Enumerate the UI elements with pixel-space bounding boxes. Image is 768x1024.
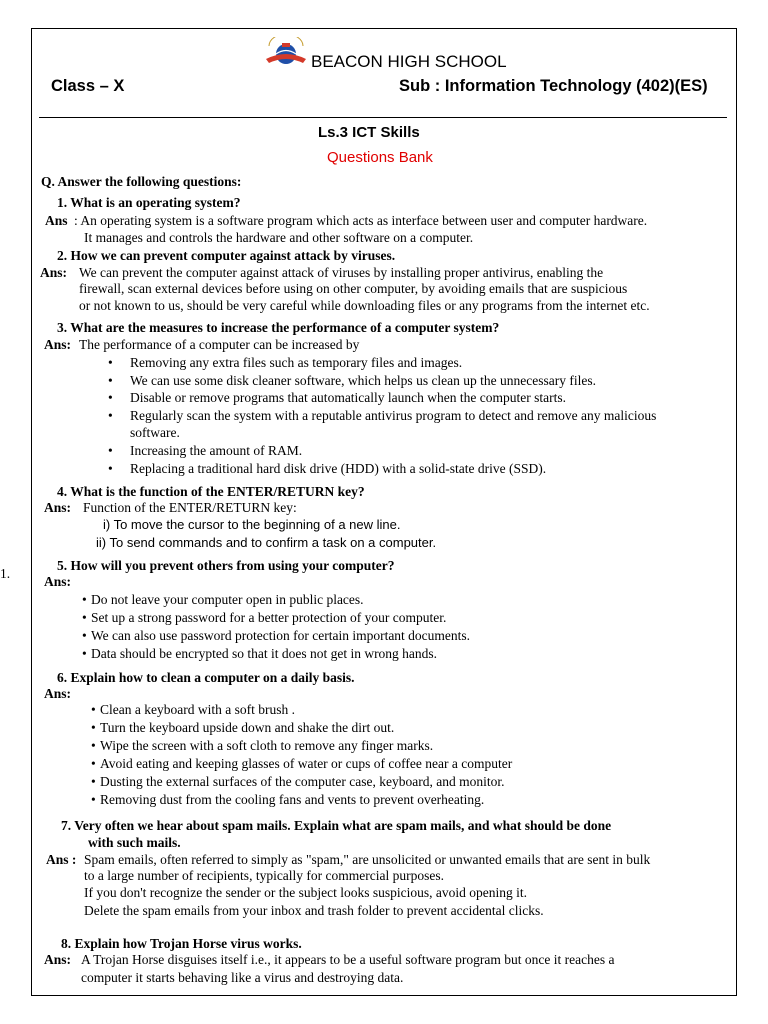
answer-7-line-1: Spam emails, often referred to simply as "spam," are unsolicited or unwanted emails that are sent in bulk <box>84 852 651 867</box>
bullet-icon: • <box>108 390 113 405</box>
bullet-icon: • <box>91 738 96 753</box>
q6-bullet-4: Avoid eating and keeping glasses of water or cups of coffee near a computer <box>100 756 513 771</box>
q5-bullet-2: Set up a strong password for a better protection of your computer. <box>91 610 447 625</box>
bullet-icon: • <box>108 408 113 423</box>
answer-1-line-2: It manages and controls the hardware and other software on a computer. <box>84 230 474 245</box>
bullet-icon: • <box>91 792 96 807</box>
answer-label-6: Ans: <box>44 686 72 701</box>
bullet-icon: • <box>91 720 96 735</box>
bullet-icon: • <box>91 756 96 771</box>
answer-label-4: Ans: <box>44 500 72 515</box>
q6-bullet-6: Removing dust from the cooling fans and vents to prevent overheating. <box>100 792 485 807</box>
answer-3-intro: The performance of a computer can be increased by <box>79 337 360 352</box>
answer-4-intro: Function of the ENTER/RETURN key: <box>83 500 297 515</box>
q3-bullet-6: Replacing a traditional hard disk drive (HDD) with a solid-state drive (SSD). <box>130 461 547 476</box>
q5-bullet-4: Data should be encrypted so that it does not get in wrong hands. <box>91 646 438 661</box>
q3-bullet-4-cont: software. <box>130 425 180 440</box>
q4-item-2: ii) To send commands and to confirm a task on a computer. <box>96 535 437 550</box>
q4-item-1: i) To move the cursor to the beginning of a new line. <box>103 517 401 532</box>
answer-8-line-2: computer it starts behaving like a virus and destroying data. <box>81 970 404 985</box>
answer-8-line-1: A Trojan Horse disguises itself i.e., it appears to be a useful software program but once it reaches a <box>81 952 615 967</box>
q6-bullet-3: Wipe the screen with a soft cloth to remove any finger marks. <box>100 738 434 753</box>
answer-2-line-1: We can prevent the computer against attack of viruses by installing proper antivirus, enabling the <box>79 265 604 280</box>
bullet-icon: • <box>82 628 87 643</box>
question-5: 5. How will you prevent others from using your computer? <box>57 558 395 573</box>
header-divider <box>39 117 727 118</box>
q3-bullet-4: Regularly scan the system with a reputable antivirus program to detect and remove any malicious <box>130 408 657 423</box>
answer-2-line-2: firewall, scan external devices before using on other computer, by avoiding emails that are suspicious <box>79 281 628 296</box>
q3-bullet-1: Removing any extra files such as temporary files and images. <box>130 355 463 370</box>
lesson-title: Ls.3 ICT Skills <box>318 124 420 141</box>
question-4: 4. What is the function of the ENTER/RETURN key? <box>57 484 365 499</box>
answer-label-5: Ans: <box>44 574 72 589</box>
bullet-icon: • <box>108 373 113 388</box>
school-logo <box>263 37 309 69</box>
q5-bullet-3: We can also use password protection for certain important documents. <box>91 628 471 643</box>
question-1: 1. What is an operating system? <box>57 195 241 210</box>
answer-1-line-1: : An operating system is a software program which acts as interface between user and computer hardware. <box>74 213 648 228</box>
answer-7-line-3: If you don't recognize the sender or the subject looks suspicious, avoid opening it. <box>84 885 527 900</box>
answer-7-line-4: Delete the spam emails from your inbox and trash folder to prevent accidental clicks. <box>84 903 544 918</box>
q3-bullet-5: Increasing the amount of RAM. <box>130 443 303 458</box>
answer-label-3: Ans: <box>44 337 72 352</box>
answer-2-line-3: or not known to us, should be very careful while downloading files or any programs from the internet etc. <box>79 298 650 313</box>
instruction: Q. Answer the following questions: <box>41 174 242 189</box>
q6-bullet-5: Dusting the external surfaces of the computer case, keyboard, and monitor. <box>100 774 505 789</box>
class-label: Class – X <box>51 77 125 95</box>
question-7-cont: with such mails. <box>88 835 181 850</box>
margin-mark: 1. <box>0 566 11 581</box>
q3-bullet-3: Disable or remove programs that automatically launch when the computer starts. <box>130 390 566 405</box>
question-3: 3. What are the measures to increase the performance of a computer system? <box>57 320 500 335</box>
q5-bullet-1: Do not leave your computer open in public places. <box>91 592 364 607</box>
bullet-icon: • <box>108 443 113 458</box>
bullet-icon: • <box>108 355 113 370</box>
q6-bullet-2: Turn the keyboard upside down and shake the dirt out. <box>100 720 395 735</box>
answer-label-8: Ans: <box>44 952 72 967</box>
subject-label: Sub : Information Technology (402)(ES) <box>399 77 708 95</box>
question-7: 7. Very often we hear about spam mails. Explain what are spam mails, and what should be done <box>61 818 612 833</box>
bullet-icon: • <box>82 646 87 661</box>
questions-bank-subtitle: Questions Bank <box>327 149 433 166</box>
bullet-icon: • <box>91 774 96 789</box>
bullet-icon: • <box>82 592 87 607</box>
q3-bullet-2: We can use some disk cleaner software, which helps us clean up the unnecessary files. <box>130 373 597 388</box>
bullet-icon: • <box>91 702 96 717</box>
question-6: 6. Explain how to clean a computer on a daily basis. <box>57 670 355 685</box>
answer-label-2: Ans: <box>40 265 68 280</box>
answer-7-line-2: to a large number of recipients, typically for commercial purposes. <box>84 868 445 883</box>
bullet-icon: • <box>82 610 87 625</box>
question-8: 8. Explain how Trojan Horse virus works. <box>61 936 302 951</box>
bullet-icon: • <box>108 461 113 476</box>
answer-label-7: Ans : <box>46 852 77 867</box>
question-2: 2. How we can prevent computer against attack by viruses. <box>57 248 396 263</box>
answer-label-1: Ans <box>45 213 68 228</box>
q6-bullet-1: Clean a keyboard with a soft brush . <box>100 702 295 717</box>
school-name: BEACON HIGH SCHOOL <box>311 52 507 71</box>
